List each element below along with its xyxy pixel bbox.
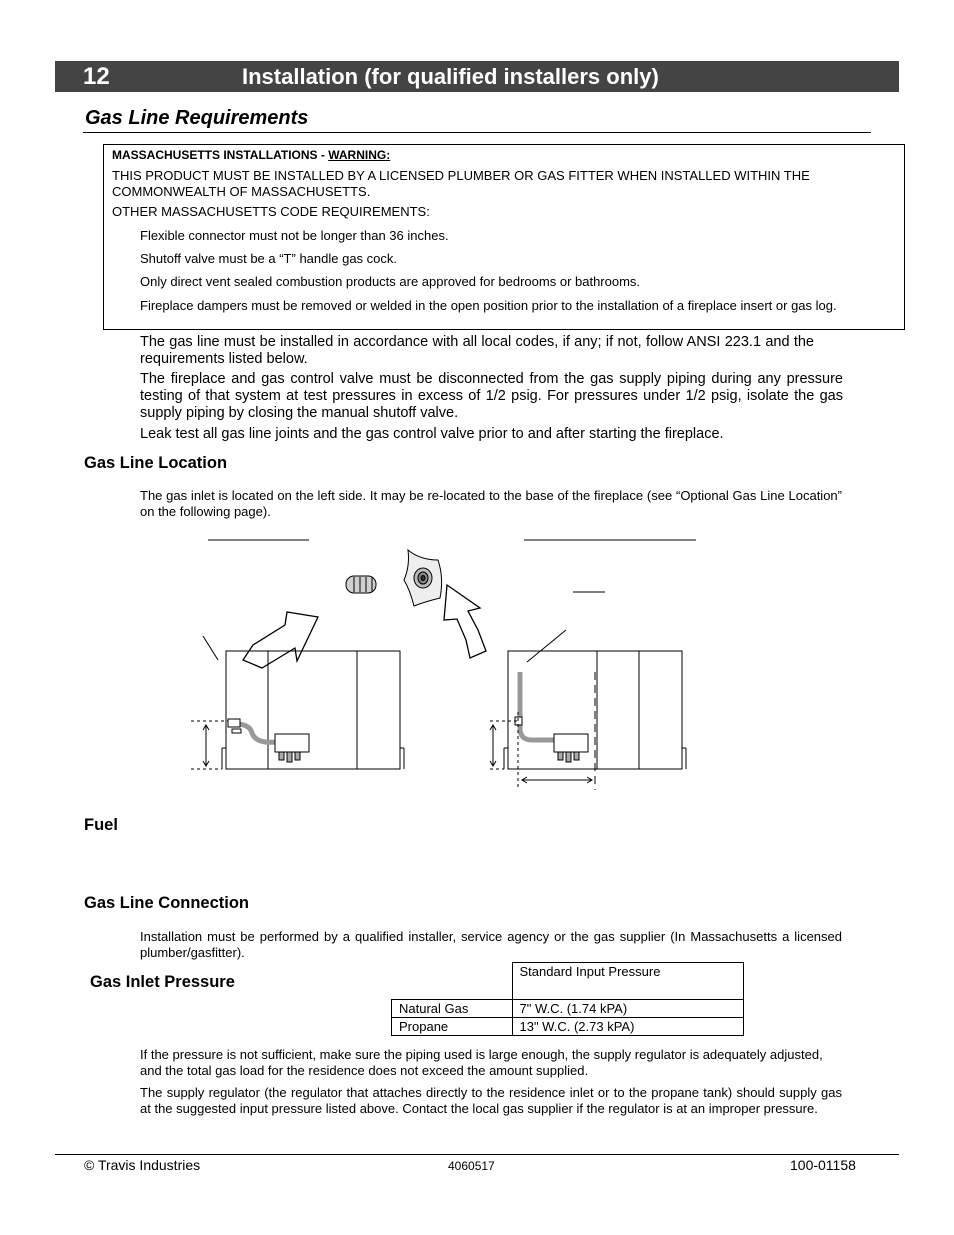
warning-label: WARNING: <box>328 148 391 162</box>
warning-line-1: THIS PRODUCT MUST BE INSTALLED BY A LICENSED PLUMBER OR GAS FITTER WHEN INSTALLED WITHIN THE COMMONWEALTH OF MASSACHUSETTS. <box>112 168 810 199</box>
table-header-row <box>392 963 744 1000</box>
warning-item: Only direct vent sealed combustion products are approved for bedrooms or bathrooms. <box>140 274 641 289</box>
footer-rule <box>55 1154 899 1155</box>
header-title: Installation (for qualified installers only) <box>242 64 659 89</box>
inlet-pressure-table <box>391 962 744 1036</box>
gas-pipe <box>238 724 276 742</box>
table-cell-fuel: Propane <box>392 1018 513 1036</box>
page-number: 12 <box>83 63 110 90</box>
intro-paragraph: Leak test all gas line joints and the gas control valve prior to and after starting the fireplace. <box>140 426 724 442</box>
table-header-cell: Standard Input Pressure <box>512 963 743 1000</box>
footer-part-number: 100-01158 <box>790 1157 856 1173</box>
gas-line-location-text: The gas inlet is located on the left side. It may be re-located to the base of the fireplace (see “Optional Gas Line Location” on the following page). <box>140 488 842 519</box>
gas-pipe <box>520 672 556 740</box>
leader-line <box>527 630 566 662</box>
fuel-heading: Fuel <box>84 816 118 834</box>
warning-item: Flexible connector must not be longer than 36 inches. <box>140 228 449 243</box>
table-row <box>392 1018 744 1036</box>
fireplace-right <box>490 651 686 790</box>
gas-line-location-heading: Gas Line Location <box>84 454 228 472</box>
section-title: Gas Line Requirements <box>85 107 309 129</box>
gas-line-location-figure <box>185 535 705 795</box>
table-cell-fuel: Natural Gas <box>392 1000 513 1018</box>
table-row <box>392 1000 744 1018</box>
warning-item: Fireplace dampers must be removed or welded in the open position prior to the installation of a fireplace insert or gas log. <box>140 298 837 313</box>
leader-line <box>203 636 218 660</box>
warning-line-2: OTHER MASSACHUSETTS CODE REQUIREMENTS: <box>112 204 430 219</box>
arrow-icon <box>444 585 486 658</box>
gas-valve-icon <box>275 734 309 752</box>
table-cell-pressure: 13" W.C. (2.73 kPA) <box>512 1018 743 1036</box>
warning-item: Shutoff valve must be a “T” handle gas cock. <box>140 251 398 266</box>
page-header <box>55 61 899 92</box>
section-rule <box>83 132 871 133</box>
footer-doc-code: 4060517 <box>448 1159 495 1173</box>
table-cell-pressure: 7" W.C. (1.74 kPA) <box>512 1000 743 1018</box>
gas-valve-icon <box>554 734 588 752</box>
arrow-icon <box>243 612 318 668</box>
warning-heading: MASSACHUSETTS INSTALLATIONS - WARNING: <box>112 148 391 162</box>
intro-paragraph: The fireplace and gas control valve must be disconnected from the gas supply piping during any pressure testing of that system at test pressures in excess of 1/2 psig. For pressures under 1/2 psig, isolate the gas supply piping by closing the manual shutoff valve. <box>140 371 843 421</box>
gas-inlet-pressure-heading: Gas Inlet Pressure <box>90 973 235 991</box>
flex-connector-icon <box>346 576 376 593</box>
gas-line-connection-text: Installation must be performed by a qualified installer, service agency or the gas supplier (In Massachusetts a licensed plumber/gasfitter). <box>140 929 842 960</box>
massachusetts-warning-box <box>103 144 905 330</box>
fireplace-left <box>191 651 404 769</box>
gas-line-connection-heading: Gas Line Connection <box>84 894 250 912</box>
pressure-paragraph: If the pressure is not sufficient, make sure the piping used is large enough, the supply regulator is adequately adjusted, and the total gas load for the residence does not exceed the amount supplied. <box>140 1047 823 1078</box>
intro-paragraph: The gas line must be installed in accordance with all local codes, if any; if not, follow ANSI 223.1 and the requirements listed below. <box>140 334 814 367</box>
footer-company: © Travis Industries <box>84 1157 201 1173</box>
gas-inlet-grommet-icon <box>404 550 442 606</box>
pressure-paragraph: The supply regulator (the regulator that attaches directly to the residence inlet or to the propane tank) should supply gas at the suggested input pressure listed above. Contact the local gas supplier if the regulator is at an improper pressure. <box>140 1085 842 1116</box>
